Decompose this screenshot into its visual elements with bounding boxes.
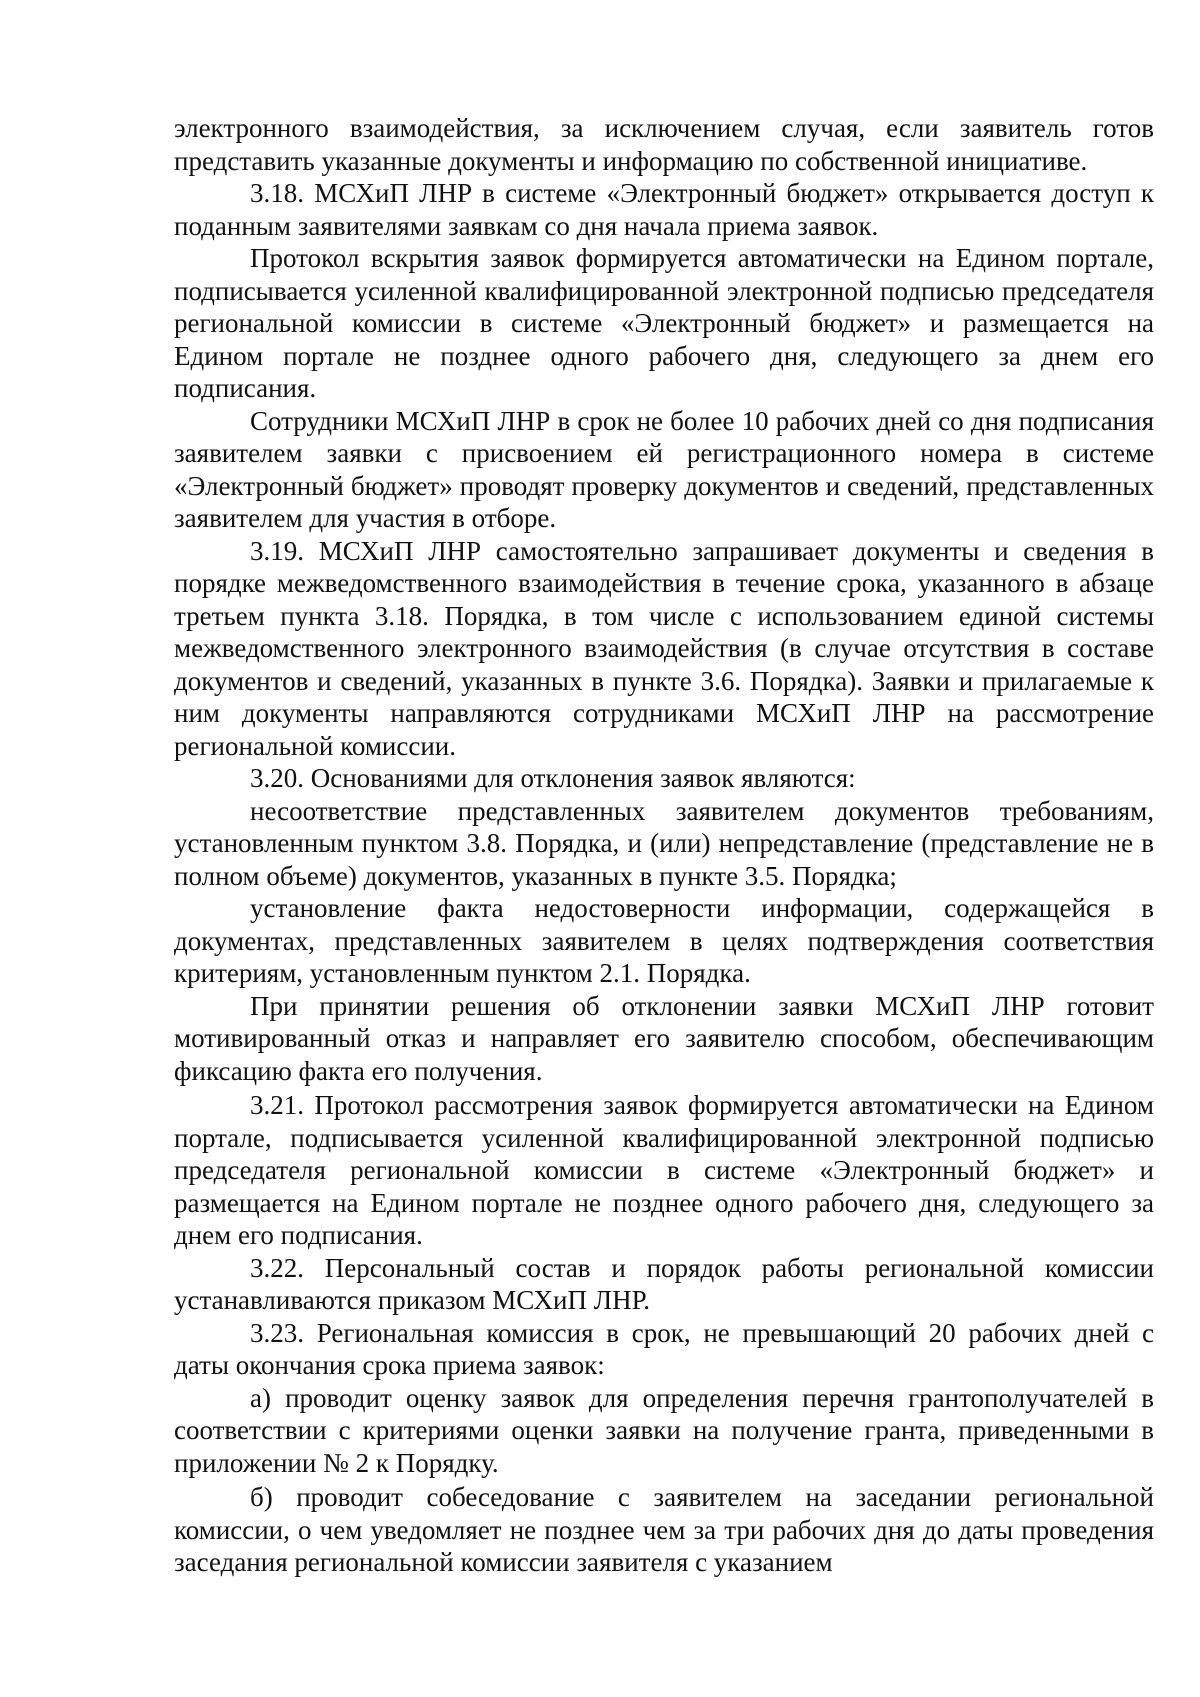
paragraph-continuation: электронного взаимодействия, за исключением случая, если заявитель готов представить указанные документы и информацию по собственной инициативе. xyxy=(174,113,1154,176)
document-body xyxy=(174,112,1154,1579)
paragraph-item-a: а) проводит оценку заявок для определения перечня грантополучателей в соответствии с критериями оценки заявки на получение гранта, приведенными в приложении № 2 к Порядку. xyxy=(174,1382,1154,1478)
paragraph-3-20: 3.20. Основаниями для отклонения заявок являются: xyxy=(250,763,856,793)
paragraph-staff-check: Сотрудники МСХиП ЛНР в срок не более 10 рабочих дней со дня подписания заявителем заявки с присвоением ей регистрационного номера в системе «Электронный бюджет» проводят проверку документов и сведений, представленных заявителем для участия в отборе. xyxy=(174,405,1154,533)
paragraph-3-22: 3.22. Персональный состав и порядок работы региональной комиссии устанавливаются приказом МСХиП ЛНР. xyxy=(174,1252,1154,1315)
paragraph-3-19: 3.19. МСХиП ЛНР самостоятельно запрашивает документы и сведения в порядке межведомственного взаимодействия в течение срока, указанного в абзаце третьем пункта 3.18. Порядка, в том числе с использованием единой системы межведомственного электронного взаимодействия (в случае отсутствия в составе документов и сведений, указанных в пункте 3.6. Порядка). Заявки и прилагаемые к ним документы направляются сотрудниками МСХиП ЛНР на рассмотрение региональной комиссии. xyxy=(174,535,1154,761)
paragraph-3-21: 3.21. Протокол рассмотрения заявок формируется автоматически на Едином портале, подписывается усиленной квалифицированной электронной подписью председателя региональной комиссии в системе «Электронный бюджет» и размещается на Едином портале не позднее одного рабочего дня, следующего за днем его подписания. xyxy=(174,1090,1154,1250)
paragraph-rejection-notice: При принятии решения об отклонении заявки МСХиП ЛНР готовит мотивированный отказ и направляет его заявителю способом, обеспечивающим фиксацию факта его получения. xyxy=(174,990,1154,1086)
paragraph-3-18: 3.18. МСХиП ЛНР в системе «Электронный бюджет» открывается доступ к поданным заявителями заявкам со дня начала приема заявок. xyxy=(174,178,1154,241)
paragraph-rejection-reason-2: установление факта недостоверности информации, содержащейся в документах, представленных заявителем в целях подтверждения соответствия критериям, установленным пунктом 2.1. Порядка. xyxy=(174,893,1154,988)
paragraph-3-23: 3.23. Региональная комиссия в срок, не превышающий 20 рабочих дней с даты окончания срока приема заявок: xyxy=(174,1317,1154,1380)
paragraph-item-b: б) проводит собеседование с заявителем на заседании региональной комиссии, о чем уведомляет не позднее чем за три рабочих дня до даты проведения заседания региональной комиссии заявителя с указанием xyxy=(174,1482,1154,1577)
paragraph-protocol-opening: Протокол вскрытия заявок формируется автоматически на Едином портале, подписывается усиленной квалифицированной электронной подписью председателя региональной комиссии в системе «Электронный бюджет» и размещается на Едином портале не позднее одного рабочего дня, следующего за днем его подписания. xyxy=(174,243,1154,403)
paragraph-rejection-reason-1: несоответствие представленных заявителем документов требованиям, установленным пунктом 3.8. Порядка, и (или) непредставление (представление не в полном объеме) документов, указанных в пункте 3.5. Порядка; xyxy=(174,795,1154,891)
